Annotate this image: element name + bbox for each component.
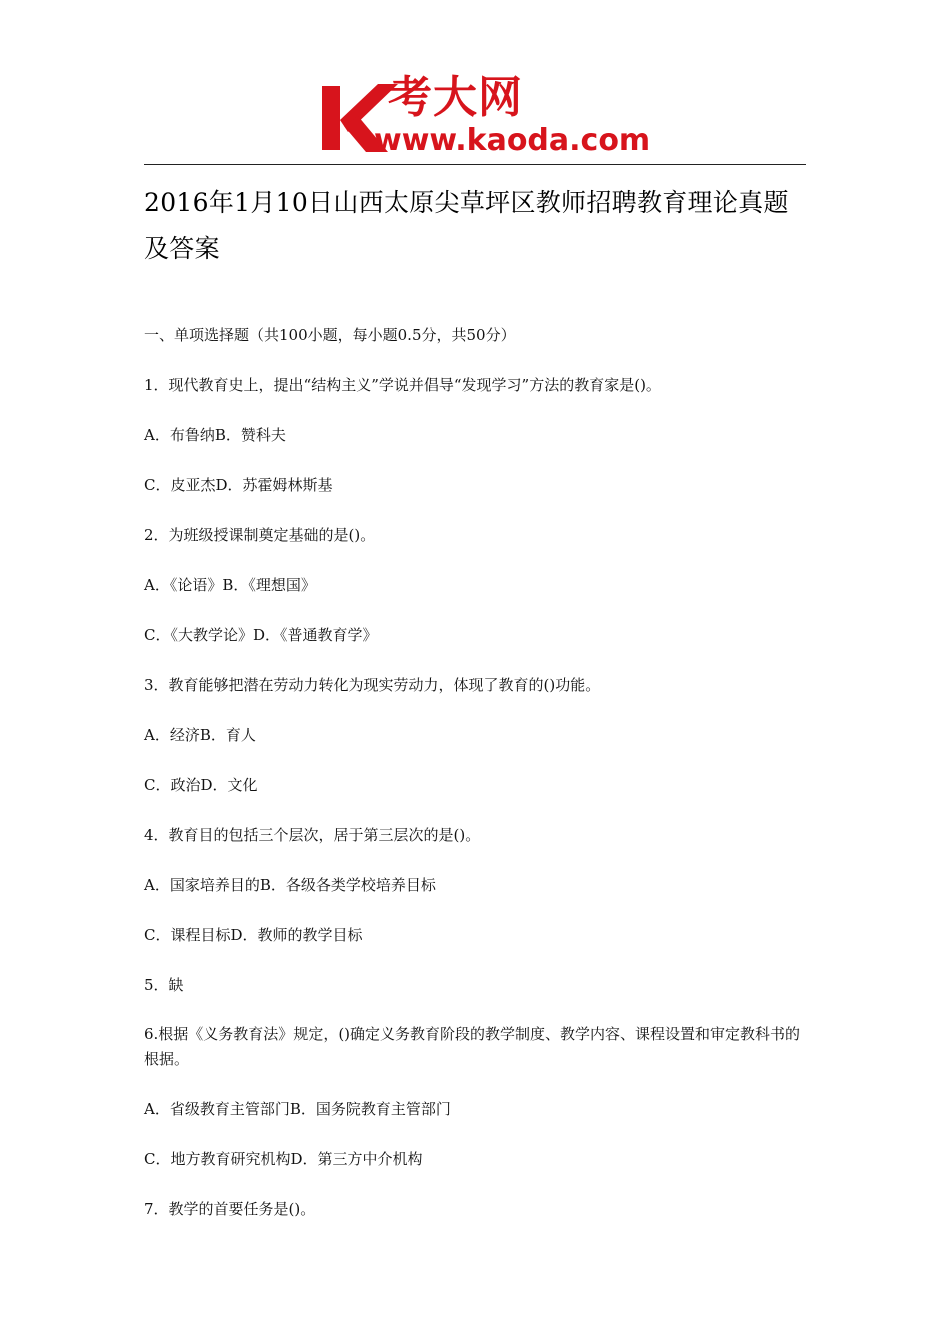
logo-name: 考大网: [388, 72, 523, 123]
question-3: 3．教育能够把潜在劳动力转化为现实劳动力，体现了教育的()功能。: [144, 676, 601, 694]
question-3-options-cd: C．政治D．文化: [144, 776, 258, 794]
question-3-options-ab: A．经济B．育人: [144, 726, 256, 744]
document-body: [144, 322, 810, 1246]
page-header: [0, 0, 950, 166]
question-6-options-cd: C．地方教育研究机构D．第三方中介机构: [144, 1150, 423, 1168]
question-6-options-ab: A．省级教育主管部门B．国务院教育主管部门: [144, 1100, 451, 1118]
document-title: 2016年1月10日山西太原尖草坪区教师招聘教育理论真题及答案: [144, 188, 789, 263]
question-7: 7．教学的首要任务是()。: [144, 1200, 316, 1218]
question-4: 4．教育目的包括三个层次，居于第三层次的是()。: [144, 826, 481, 844]
question-2: 2．为班级授课制奠定基础的是()。: [144, 526, 376, 544]
question-4-options-ab: A．国家培养目的B．各级各类学校培养目标: [144, 876, 436, 894]
question-2-options-ab: A．《论语》B．《理想国》: [144, 576, 316, 594]
question-2-options-cd: C．《大教学论》D．《普通教育学》: [144, 626, 378, 644]
header-divider: [144, 164, 806, 165]
question-6: 6.根据《义务教育法》规定，()确定义务教育阶段的教学制度、教学内容、课程设置和审定教科书的根据。: [144, 1025, 801, 1068]
question-5: 5．缺: [144, 976, 184, 994]
kaoda-logo: [318, 72, 651, 162]
section-heading: 一、单项选择题（共100小题，每小题0.5分，共50分）: [144, 326, 516, 344]
question-1-options-cd: C．皮亚杰D．苏霍姆林斯基: [144, 476, 333, 494]
logo-url: www.kaoda.com: [374, 123, 651, 158]
question-1-options-ab: A．布鲁纳B．赞科夫: [144, 426, 286, 444]
question-4-options-cd: C．课程目标D．教师的教学目标: [144, 926, 363, 944]
question-1: 1．现代教育史上，提出“结构主义”学说并倡导“发现学习”方法的教育家是()。: [144, 376, 661, 394]
